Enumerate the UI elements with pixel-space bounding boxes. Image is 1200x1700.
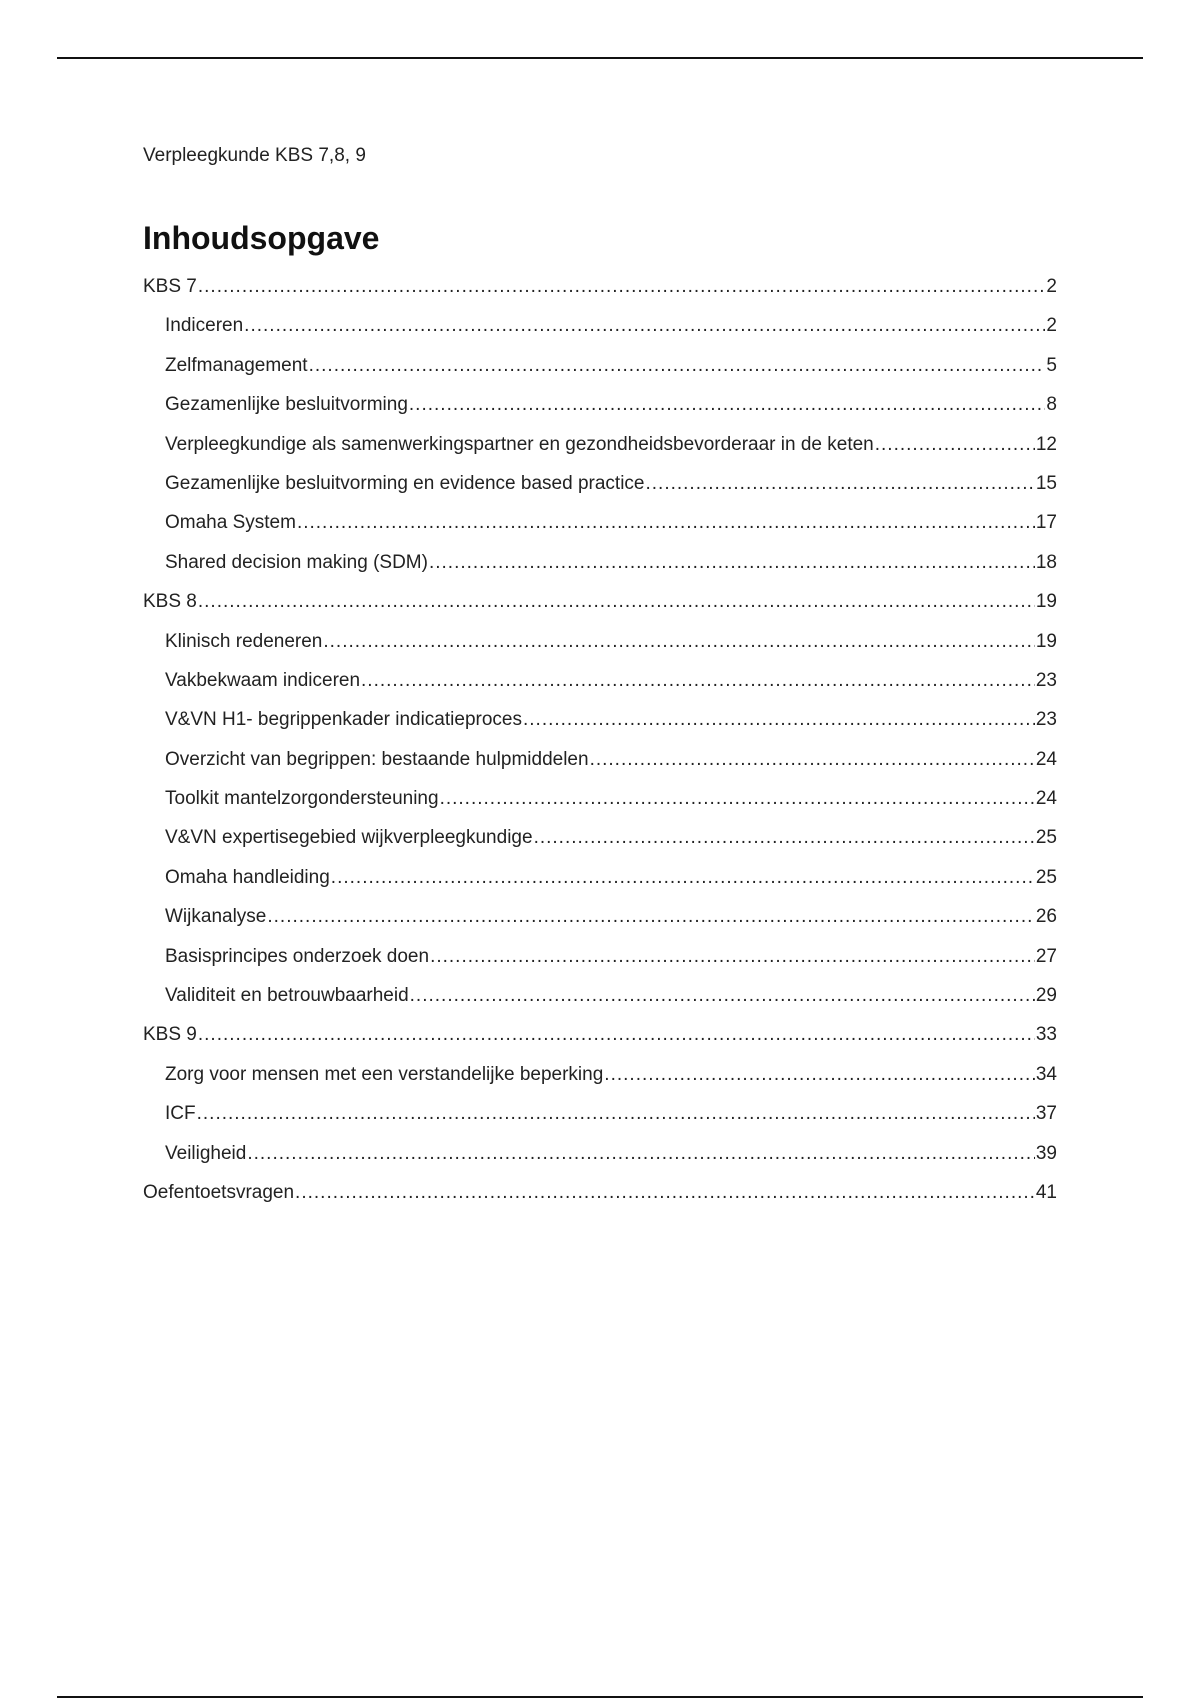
toc-entry[interactable] bbox=[143, 1023, 1057, 1062]
toc-dot-leader bbox=[331, 866, 1035, 890]
toc-entry-title[interactable]: Shared decision making (SDM) bbox=[165, 551, 428, 573]
toc-entry-title[interactable]: Veiligheid bbox=[165, 1142, 247, 1164]
toc-dot-leader bbox=[244, 314, 1045, 338]
toc-dot-leader bbox=[875, 433, 1035, 457]
toc-entry-page-number[interactable]: 24 bbox=[1035, 788, 1057, 810]
toc-entry-page-number[interactable]: 37 bbox=[1035, 1103, 1057, 1125]
toc-entry-title[interactable]: Indiceren bbox=[165, 315, 244, 337]
toc-entry[interactable] bbox=[143, 590, 1057, 629]
toc-entry[interactable] bbox=[143, 433, 1057, 472]
toc-entry[interactable] bbox=[143, 866, 1057, 905]
toc-entry-page-number[interactable]: 39 bbox=[1035, 1142, 1057, 1164]
toc-entry-page-number[interactable]: 23 bbox=[1035, 709, 1057, 731]
toc-dot-leader bbox=[198, 1023, 1035, 1047]
toc-entry[interactable] bbox=[143, 354, 1057, 393]
toc-dot-leader bbox=[197, 1102, 1035, 1126]
toc-entry-page-number[interactable]: 19 bbox=[1035, 591, 1057, 613]
toc-entry-title[interactable]: Oefentoetsvragen bbox=[143, 1181, 295, 1203]
toc-entry[interactable] bbox=[143, 393, 1057, 432]
toc-entry-title[interactable]: Wijkanalyse bbox=[165, 906, 267, 928]
toc-entry-page-number[interactable]: 8 bbox=[1046, 394, 1057, 416]
toc-entry-title[interactable]: Omaha handleiding bbox=[165, 866, 330, 888]
toc-dot-leader bbox=[323, 630, 1034, 654]
toc-dot-leader bbox=[247, 1142, 1035, 1166]
toc-entry-title[interactable]: Validiteit en betrouwbaarheid bbox=[165, 985, 409, 1007]
toc-dot-leader bbox=[267, 905, 1034, 929]
toc-entry-page-number[interactable]: 12 bbox=[1035, 433, 1057, 455]
toc-entry[interactable] bbox=[143, 1063, 1057, 1102]
toc-entry-title[interactable]: Basisprincipes onderzoek doen bbox=[165, 945, 430, 967]
toc-entry-title[interactable]: Gezamenlijke besluitvorming bbox=[165, 394, 408, 416]
toc-entry-page-number[interactable]: 5 bbox=[1046, 354, 1057, 376]
toc-entry-title[interactable]: Verpleegkundige als samenwerkingspartner en gezondheidsbevorderaar in de keten bbox=[165, 433, 874, 455]
toc-entry[interactable] bbox=[143, 787, 1057, 826]
toc-dot-leader bbox=[410, 984, 1035, 1008]
toc-entry-page-number[interactable]: 2 bbox=[1046, 276, 1057, 297]
toc-dot-leader bbox=[440, 787, 1035, 811]
toc-entry-page-number[interactable]: 34 bbox=[1035, 1063, 1057, 1085]
toc-entry-page-number[interactable]: 17 bbox=[1035, 512, 1057, 534]
toc-entry-title[interactable]: Overzicht van begrippen: bestaande hulpmiddelen bbox=[165, 748, 589, 770]
toc-entry[interactable] bbox=[143, 630, 1057, 669]
toc-entry-title[interactable]: Zorg voor mensen met een verstandelijke beperking bbox=[165, 1063, 604, 1085]
toc-entry[interactable] bbox=[143, 1102, 1057, 1141]
toc-dot-leader bbox=[361, 669, 1035, 693]
toc-entry-title[interactable]: Omaha System bbox=[165, 512, 296, 534]
toc-dot-leader bbox=[198, 590, 1035, 614]
toc-entry-title[interactable]: Klinisch redeneren bbox=[165, 630, 323, 652]
toc-entry-page-number[interactable]: 27 bbox=[1035, 945, 1057, 967]
toc-entry-title[interactable]: Vakbekwaam indiceren bbox=[165, 669, 361, 691]
toc-entry-page-number[interactable]: 15 bbox=[1035, 472, 1057, 494]
toc-dot-leader bbox=[590, 748, 1035, 772]
table-of-contents bbox=[143, 275, 1057, 1220]
toc-dot-leader bbox=[198, 275, 1046, 299]
toc-entry-page-number[interactable]: 24 bbox=[1035, 748, 1057, 770]
toc-dot-leader bbox=[429, 551, 1035, 575]
toc-entry[interactable] bbox=[143, 551, 1057, 590]
toc-dot-leader bbox=[645, 472, 1034, 496]
toc-entry-page-number[interactable]: 2 bbox=[1046, 315, 1057, 337]
toc-entry-title[interactable]: V&VN H1- begrippenkader indicatieproces bbox=[165, 709, 522, 731]
toc-dot-leader bbox=[295, 1181, 1035, 1205]
toc-entry-page-number[interactable]: 25 bbox=[1035, 866, 1057, 888]
toc-entry[interactable] bbox=[143, 472, 1057, 511]
toc-entry[interactable] bbox=[143, 1142, 1057, 1181]
toc-entry-page-number[interactable]: 41 bbox=[1035, 1181, 1057, 1203]
toc-dot-leader bbox=[604, 1063, 1035, 1087]
toc-entry[interactable] bbox=[143, 826, 1057, 865]
toc-entry-title[interactable]: ICF bbox=[165, 1103, 196, 1125]
footer-rule bbox=[57, 1696, 1143, 1698]
document-subtitle: Verpleegkunde KBS 7,8, 9 bbox=[143, 145, 366, 166]
toc-entry[interactable] bbox=[143, 708, 1057, 747]
toc-entry-title[interactable]: Gezamenlijke besluitvorming en evidence based practice bbox=[165, 472, 645, 494]
toc-entry-page-number[interactable]: 19 bbox=[1035, 630, 1057, 652]
toc-dot-leader bbox=[297, 511, 1035, 535]
toc-entry-page-number[interactable]: 26 bbox=[1035, 906, 1057, 928]
header-rule bbox=[57, 57, 1143, 59]
toc-entry[interactable] bbox=[143, 748, 1057, 787]
toc-entry[interactable] bbox=[143, 669, 1057, 708]
toc-entry[interactable] bbox=[143, 984, 1057, 1023]
toc-entry-page-number[interactable]: 23 bbox=[1035, 669, 1057, 691]
toc-dot-leader bbox=[309, 354, 1046, 378]
toc-dot-leader bbox=[409, 393, 1046, 417]
toc-entry-page-number[interactable]: 33 bbox=[1035, 1024, 1057, 1046]
toc-entry[interactable] bbox=[143, 905, 1057, 944]
toc-entry-page-number[interactable]: 29 bbox=[1035, 985, 1057, 1007]
toc-dot-leader bbox=[523, 708, 1035, 732]
toc-entry-title[interactable]: KBS 8 bbox=[143, 591, 197, 613]
toc-entry-title[interactable]: V&VN expertisegebied wijkverpleegkundige bbox=[165, 827, 533, 849]
toc-dot-leader bbox=[534, 826, 1035, 850]
toc-entry-title[interactable]: Zelfmanagement bbox=[165, 354, 308, 376]
toc-heading: Inhoudsopgave bbox=[143, 220, 380, 256]
toc-entry[interactable] bbox=[143, 945, 1057, 984]
toc-entry-title[interactable]: KBS 7 bbox=[143, 276, 197, 297]
toc-entry-title[interactable]: KBS 9 bbox=[143, 1024, 197, 1046]
toc-entry-page-number[interactable]: 25 bbox=[1035, 827, 1057, 849]
toc-entry[interactable] bbox=[143, 511, 1057, 550]
toc-entry-title[interactable]: Toolkit mantelzorgondersteuning bbox=[165, 788, 439, 810]
toc-entry[interactable] bbox=[143, 314, 1057, 353]
toc-entry[interactable] bbox=[143, 1181, 1057, 1220]
toc-dot-leader bbox=[430, 945, 1035, 969]
toc-entry[interactable] bbox=[143, 275, 1057, 314]
toc-entry-page-number[interactable]: 18 bbox=[1035, 551, 1057, 573]
